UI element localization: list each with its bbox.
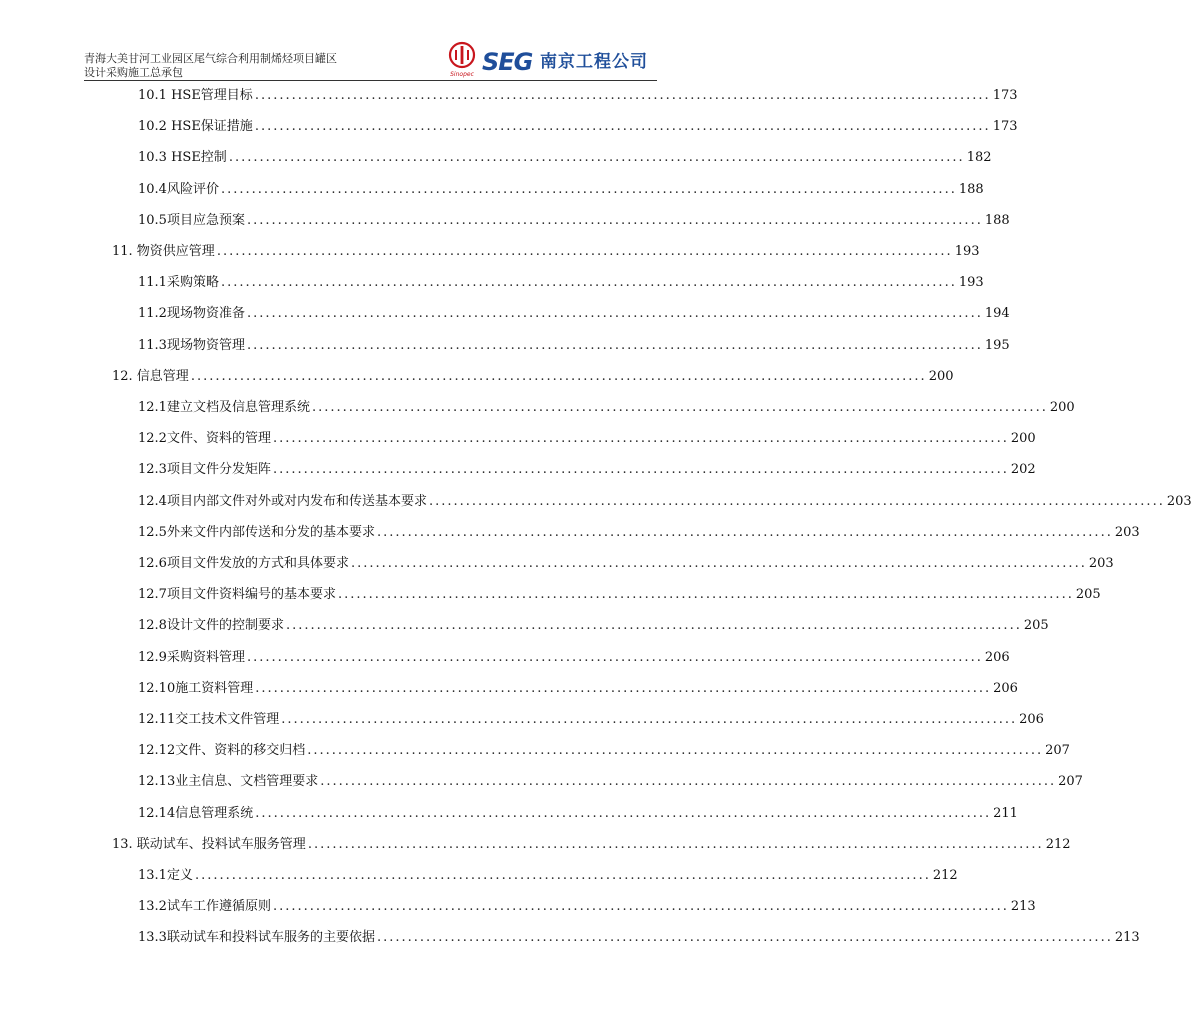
toc-entry-page-number: 200 — [1049, 400, 1075, 415]
toc-entry-page-number: 206 — [1019, 712, 1044, 727]
toc-leader-dots: ........................................................................................................................ — [428, 493, 1165, 509]
toc-entry-page-number: 211 — [993, 805, 1018, 821]
toc-section-entry — [138, 117, 1018, 137]
toc-entry-label: 12.14信息管理系统 — [138, 805, 254, 821]
toc-entry-page-number: 202 — [1010, 462, 1036, 478]
toc-section-entry — [138, 273, 984, 293]
toc-entry-page-number: 182 — [966, 150, 992, 166]
toc-entry-label: 11.3现场物资管理 — [138, 337, 245, 353]
toc-section-entry — [138, 804, 1018, 824]
toc-section-entry — [138, 492, 1192, 512]
toc-entry-label: 10.4风险评价 — [138, 181, 219, 197]
toc-entry-label: 12.2文件、资料的管理 — [138, 431, 271, 447]
toc-entry-label: 12.1建立文档及信息管理系统 — [138, 400, 310, 415]
toc-leader-dots: ........................................................................................................................ — [307, 743, 1044, 759]
toc-leader-dots: ........................................................................................................................ — [337, 587, 1074, 603]
toc-section-entry — [138, 180, 984, 200]
toc-section-entry — [138, 398, 1075, 418]
toc-section-entry — [138, 148, 992, 168]
toc-entry-label: 12.12文件、资料的移交归档 — [138, 743, 306, 759]
toc-leader-dots: ........................................................................................................................ — [311, 400, 1048, 415]
logo-company-name: 南京工程公司 — [540, 52, 648, 72]
toc-entry-page-number: 203 — [1114, 524, 1140, 540]
toc-entry-label: 12.3项目文件分发矩阵 — [138, 462, 271, 478]
logo-seg-text: SEG — [482, 48, 533, 76]
toc-leader-dots: ........................................................................................................................ — [194, 868, 931, 883]
toc-entry-label: 13.2试车工作遵循原则 — [138, 899, 271, 915]
toc-leader-dots: ........................................................................................................................ — [255, 805, 992, 821]
toc-entry-page-number: 213 — [1114, 930, 1140, 946]
toc-section-entry — [138, 648, 1010, 668]
toc-leader-dots: ........................................................................................................................ — [254, 88, 991, 103]
project-title — [84, 52, 337, 80]
toc-entry-label: 12.13业主信息、文档管理要求 — [138, 774, 319, 790]
toc-leader-dots: ........................................................................................................................ — [376, 930, 1113, 946]
sinopec-logo-icon — [444, 40, 480, 78]
toc-section-entry — [138, 211, 1010, 231]
toc-entry-page-number: 194 — [984, 306, 1010, 322]
toc-entry-page-number: 188 — [984, 212, 1010, 228]
toc-leader-dots: ........................................................................................................................ — [307, 836, 1044, 852]
toc-entry-label: 11.1采购策略 — [138, 275, 219, 291]
toc-leader-dots: ........................................................................................................................ — [272, 899, 1009, 915]
toc-entry-label: 12.8设计文件的控制要求 — [138, 618, 284, 634]
toc-leader-dots: ........................................................................................................................ — [285, 618, 1022, 634]
toc-entry-label: 10.5项目应急预案 — [138, 212, 245, 228]
toc-entry-page-number: 213 — [1010, 899, 1036, 915]
toc-leader-dots: ........................................................................................................................ — [281, 712, 1018, 727]
toc-entry-page-number: 200 — [1010, 431, 1036, 447]
toc-entry-page-number: 206 — [984, 649, 1010, 665]
toc-entry-page-number: 195 — [984, 337, 1010, 353]
toc-entry-label: 12.11交工技术文件管理 — [138, 712, 280, 727]
toc-section-entry — [138, 336, 1010, 356]
toc-entry-label: 12.5外来文件内部传送和分发的基本要求 — [138, 524, 375, 540]
toc-entry-page-number: 212 — [932, 868, 958, 883]
toc-entry-page-number: 188 — [958, 181, 984, 197]
toc-entry-page-number: 173 — [992, 119, 1018, 135]
toc-section-entry — [138, 460, 1036, 480]
toc-entry-page-number: 203 — [1166, 493, 1192, 509]
toc-leader-dots: ........................................................................................................................ — [246, 212, 983, 228]
toc-section-entry — [138, 710, 1044, 730]
toc-leader-dots: ........................................................................................................................ — [350, 556, 1087, 571]
toc-entry-label: 11.2现场物资准备 — [138, 306, 245, 322]
toc-leader-dots: ........................................................................................................................ — [220, 181, 957, 197]
toc-section-entry — [138, 304, 1010, 324]
toc-entry-page-number: 206 — [993, 680, 1018, 696]
toc-entry-label: 12.9采购资料管理 — [138, 649, 245, 665]
header-divider — [84, 80, 657, 81]
toc-section-entry — [138, 86, 1018, 106]
toc-entry-label: 12.4项目内部文件对外或对内发布和传送基本要求 — [138, 493, 427, 509]
toc-entry-label: 10.3 HSE控制 — [138, 150, 227, 166]
toc-leader-dots: ........................................................................................................................ — [272, 431, 1009, 447]
toc-entry-label: 13.1定义 — [138, 868, 193, 883]
toc-leader-dots: ........................................................................................................................ — [255, 680, 992, 696]
toc-entry-page-number: 205 — [1023, 618, 1049, 634]
toc-entry-page-number: 205 — [1075, 587, 1101, 603]
toc-entry-page-number: 203 — [1088, 556, 1114, 571]
toc-entry-page-number: 207 — [1045, 743, 1070, 759]
toc-leader-dots: ........................................................................................................................ — [376, 524, 1113, 540]
toc-entry-label: 12.7项目文件资料编号的基本要求 — [138, 587, 336, 603]
toc-entry-label: 12. 信息管理 — [112, 368, 189, 384]
toc-entry-page-number: 200 — [928, 368, 954, 384]
toc-chapter-entry — [112, 242, 980, 262]
toc-leader-dots: ........................................................................................................................ — [246, 306, 983, 322]
toc-leader-dots: ........................................................................................................................ — [228, 150, 965, 166]
toc-section-entry — [138, 897, 1036, 917]
company-logo — [444, 38, 656, 80]
toc-entry-label: 12.10施工资料管理 — [138, 680, 254, 696]
toc-section-entry — [138, 429, 1036, 449]
toc-section-entry — [138, 585, 1101, 605]
project-title-line2: 设计采购施工总承包 — [84, 66, 183, 79]
toc-leader-dots: ........................................................................................................................ — [254, 119, 991, 135]
toc-chapter-entry — [112, 367, 954, 387]
toc-section-entry — [138, 523, 1140, 543]
toc-entry-label: 10.2 HSE保证措施 — [138, 119, 253, 135]
toc-entry-label: 12.6项目文件发放的方式和具体要求 — [138, 556, 349, 571]
toc-section-entry — [138, 554, 1114, 574]
toc-leader-dots: ........................................................................................................................ — [216, 244, 953, 259]
toc-entry-label: 10.1 HSE管理目标 — [138, 88, 253, 103]
toc-entry-label: 13. 联动试车、投料试车服务管理 — [112, 836, 306, 852]
toc-chapter-entry — [112, 835, 1071, 855]
logo-wordmark: Sinopec — [450, 71, 474, 78]
page-header — [84, 38, 656, 82]
toc-leader-dots: ........................................................................................................................ — [246, 649, 983, 665]
toc-section-entry — [138, 866, 958, 886]
toc-entry-page-number: 193 — [958, 275, 984, 291]
toc-leader-dots: ........................................................................................................................ — [272, 462, 1009, 478]
toc-leader-dots: ........................................................................................................................ — [320, 774, 1057, 790]
toc-section-entry — [138, 679, 1018, 699]
toc-entry-label: 13.3联动试车和投料试车服务的主要依据 — [138, 930, 375, 946]
toc-entry-page-number: 193 — [954, 244, 980, 259]
toc-section-entry — [138, 616, 1049, 636]
toc-entry-page-number: 207 — [1058, 774, 1083, 790]
toc-section-entry — [138, 928, 1140, 948]
toc-section-entry — [138, 741, 1070, 761]
project-title-line1: 青海大美甘河工业园区尾气综合利用制烯烃项目罐区 — [84, 52, 337, 65]
toc-entry-label: 11. 物资供应管理 — [112, 244, 215, 259]
toc-section-entry — [138, 772, 1083, 792]
toc-leader-dots: ........................................................................................................................ — [246, 337, 983, 353]
toc-entry-page-number: 212 — [1045, 836, 1071, 852]
toc-leader-dots: ........................................................................................................................ — [190, 368, 927, 384]
toc-entry-page-number: 173 — [992, 88, 1018, 103]
toc-leader-dots: ........................................................................................................................ — [220, 275, 957, 291]
